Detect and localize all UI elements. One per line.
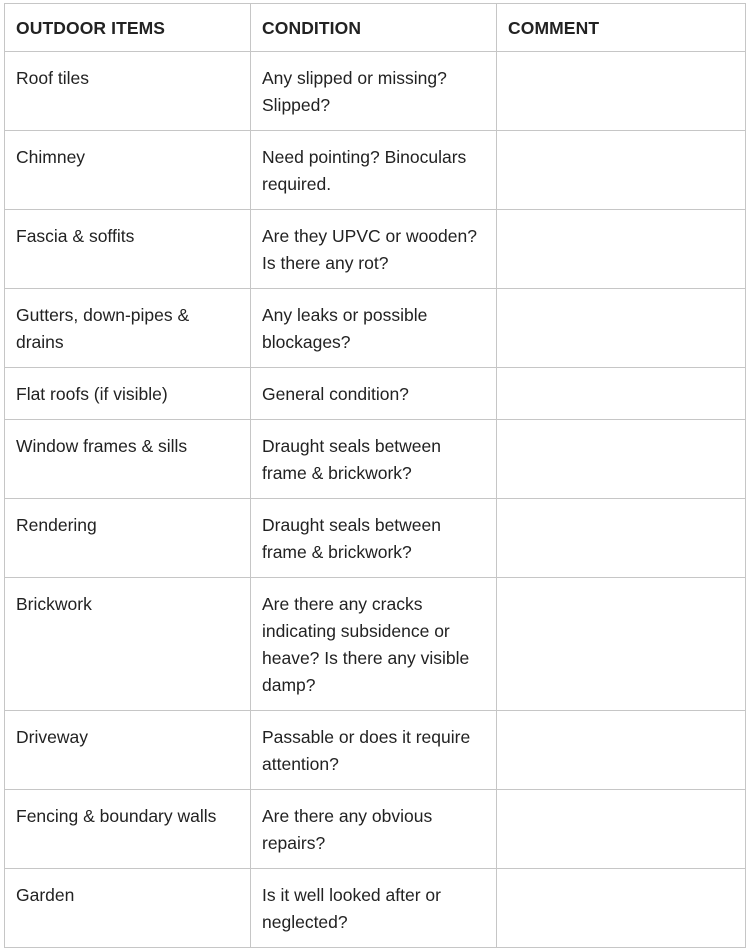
item-cell: Fencing & boundary walls xyxy=(5,790,251,869)
item-cell: Window frames & sills xyxy=(5,420,251,499)
comment-cell[interactable] xyxy=(497,790,746,869)
table-row xyxy=(5,499,746,578)
item-cell: Gutters, down-pipes & drains xyxy=(5,289,251,368)
comment-cell[interactable] xyxy=(497,420,746,499)
comment-cell[interactable] xyxy=(497,210,746,289)
condition-cell: Any leaks or possible blockages? xyxy=(251,289,497,368)
item-cell: Driveway xyxy=(5,711,251,790)
condition-cell: Is it well looked after or neglected? xyxy=(251,869,497,948)
table-row xyxy=(5,210,746,289)
table-row xyxy=(5,289,746,368)
item-cell: Garden xyxy=(5,869,251,948)
comment-cell[interactable] xyxy=(497,499,746,578)
table-row xyxy=(5,368,746,420)
condition-cell: Any slipped or missing? Slipped? xyxy=(251,52,497,131)
comment-cell[interactable] xyxy=(497,711,746,790)
comment-cell[interactable] xyxy=(497,578,746,711)
condition-cell: Are they UPVC or wooden? Is there any rot? xyxy=(251,210,497,289)
comment-cell[interactable] xyxy=(497,869,746,948)
table-row xyxy=(5,711,746,790)
condition-cell: Are there any obvious repairs? xyxy=(251,790,497,869)
outdoor-checklist-table xyxy=(4,3,746,948)
item-cell: Chimney xyxy=(5,131,251,210)
table-header-row xyxy=(5,4,746,52)
item-cell: Fascia & soffits xyxy=(5,210,251,289)
condition-cell: Draught seals between frame & brickwork? xyxy=(251,499,497,578)
table-row xyxy=(5,131,746,210)
comment-cell[interactable] xyxy=(497,131,746,210)
comment-cell[interactable] xyxy=(497,368,746,420)
item-cell: Brickwork xyxy=(5,578,251,711)
comment-cell[interactable] xyxy=(497,52,746,131)
comment-cell[interactable] xyxy=(497,289,746,368)
condition-cell: Need pointing? Binoculars required. xyxy=(251,131,497,210)
condition-cell: Draught seals between frame & brickwork? xyxy=(251,420,497,499)
header-comment: COMMENT xyxy=(497,4,746,52)
condition-cell: General condition? xyxy=(251,368,497,420)
table-row xyxy=(5,52,746,131)
item-cell: Roof tiles xyxy=(5,52,251,131)
table-row xyxy=(5,420,746,499)
condition-cell: Are there any cracks indicating subsidence or heave? Is there any visible damp? xyxy=(251,578,497,711)
header-condition: CONDITION xyxy=(251,4,497,52)
item-cell: Flat roofs (if visible) xyxy=(5,368,251,420)
item-cell: Rendering xyxy=(5,499,251,578)
table-row xyxy=(5,578,746,711)
header-outdoor-items: OUTDOOR ITEMS xyxy=(5,4,251,52)
condition-cell: Passable or does it require attention? xyxy=(251,711,497,790)
table-row xyxy=(5,790,746,869)
table-row xyxy=(5,869,746,948)
